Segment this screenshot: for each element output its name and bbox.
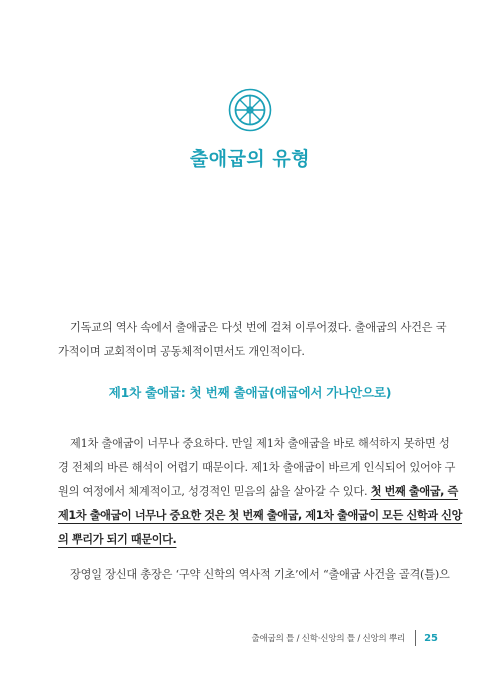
footer-divider: [415, 630, 416, 646]
body-line: 경 전체의 바른 해석이 어렵기 때문이다. 제1차 출애굽이 바르게 인식되어 있어야 구: [58, 461, 456, 474]
page-footer: [252, 629, 438, 647]
page-number: 25: [424, 632, 438, 644]
body-line: [58, 480, 458, 504]
running-title: 출애굽의 틀 / 신학·신앙의 틀 / 신앙의 뿌리: [251, 634, 406, 644]
emphasized-text: 의 뿌리가 되기 때문이다.: [58, 533, 177, 546]
intro-line: 가적이며 교회적이며 공동체적이면서도 개인적이다.: [58, 345, 305, 358]
section-heading: 제1차 출애굽: 첫 번째 출애굽(애굽에서 가나안으로): [108, 385, 392, 400]
body-line: 제1차 출애굽이 너무나 중요하다. 만일 제1차 출애굽을 바로 해석하지 못하면 성: [70, 437, 450, 450]
next-line: 장영일 장신대 총장은 ‘구약 신학의 역사적 기초’에서 “출애굽 사건을 골격(틀)으: [70, 568, 450, 581]
intro-paragraph: [58, 316, 448, 364]
intro-line: 기독교의 역사 속에서 출애굽은 다섯 번에 걸쳐 이루어졌다. 출애굽의 사건은 국: [70, 321, 447, 334]
chapter-title: 출애굽의 유형: [189, 148, 311, 170]
body-line: [58, 528, 448, 552]
emphasized-text: 첫 번째 출애굽, 즉: [370, 485, 458, 498]
next-paragraph: [58, 563, 448, 587]
body-text: 원의 여정에서 체계적이고, 성경적인 믿음의 삶을 살아갈 수 있다.: [58, 485, 371, 498]
emphasized-text: 제1차 출애굽이 너무나 중요한 것은 첫 번째 출애굽, 제1차 출애굽이 모든 신학과 신앙: [58, 509, 462, 522]
body-line: [58, 504, 462, 528]
dharma-wheel-icon: [228, 88, 272, 132]
body-paragraph: [58, 432, 462, 552]
